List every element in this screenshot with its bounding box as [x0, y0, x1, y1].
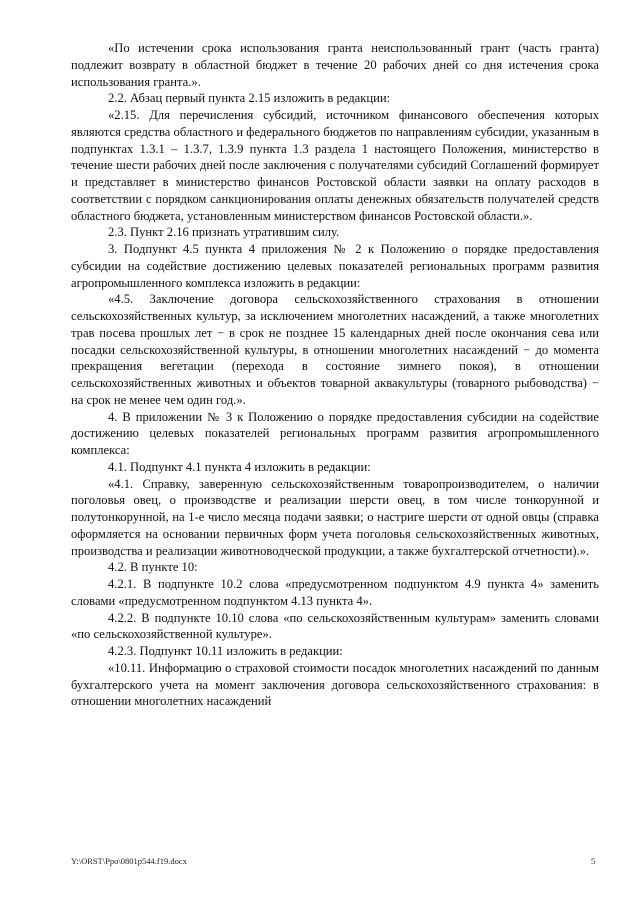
paragraph: 4.2.3. Подпункт 10.11 изложить в редакции:	[108, 644, 343, 658]
paragraph: «10.11. Информацию о страховой стоимости посадок многолетних насаждений по данным бухгалтерского учета на момент заключения договора сельскохозяйственного страхования: в отношении многолетних насаждений	[71, 660, 599, 709]
paragraph: 4.2.1. В подпункте 10.2 слова «предусмотренном подпунктом 4.9 пункта 4» заменить словами «предусмотренном подпунктом 4.13 пункта 4».	[71, 577, 599, 608]
paragraph: 4.2.2. В подпункте 10.10 слова «по сельскохозяйственным культурам» заменить словами «по сельскохозяйственной культуре».	[71, 610, 599, 642]
footer-page-number: 5	[591, 856, 596, 866]
paragraph: 4.2. В пункте 10:	[108, 560, 198, 575]
footer-file-path: Y:\ORST\Ppo\0801p544.f19.docx	[71, 856, 187, 866]
paragraph: 4. В приложении № 3 к Положению о порядке предоставления субсидии на содействие достижению целевых показателей региональных программ развития агропромышленного комплекса:	[71, 409, 599, 457]
paragraph: «2.15. Для перечисления субсидий, источником финансового обеспечения которых являются средства областного и федерального бюджетов по направлениям субсидии, указанным в подпунктах 1.3.1 – 1.3.7, 1.3.9 пункта 1.3 раздела 1 настоящего Положения, министерство в течение шести рабочих дней после заключения с получателями субсидий Соглашений формирует и представляет в министерство финансов Ростовской области заявки на оплату расходов в соответствии с порядком санкционирования оплаты денежных обязательств получателей средств областного бюджета, установленным министерством финансов Ростовской области.».	[71, 108, 599, 223]
paragraph: «4.1. Справку, заверенную сельскохозяйственным товаропроизводителем, о наличии поголовья овец, о производстве и реализации шерсти овец, в том числе тонкорунной и полутонкорунной, на 1-е число месяца подачи заявки; о настриге шерсти от одной овцы (справка оформляется на основании первичных форм учета поголовья сельскохозяйственных животных, производства и реализации животноводческой продукции, а также бухгалтерской отчетности).».	[71, 476, 599, 558]
paragraph: «4.5. Заключение договора сельскохозяйственного страхования в отношении сельскохозяйственных культур, за исключением многолетних насаждений, а также многолетних трав посева прошлых лет − в срок не позднее 15 календарных дней после окончания сева или посадки сельскохозяйственной культуры, в отношении многолетних насаждений − до момента прекращения вегетации (перехода в состояние зимнего покоя), в отношении сельскохозяйственных животных и объектов товарной аквакультуры (товарного рыбоводства) − на срок не менее чем один год.».	[71, 292, 599, 407]
paragraph: «По истечении срока использования гранта неиспользованный грант (часть гранта) подлежит возврату в областной бюджет в течение 20 рабочих дней со дня истечения срока использования гранта.».	[71, 41, 599, 89]
paragraph: 2.2. Абзац первый пункта 2.15 изложить в редакции:	[108, 91, 391, 106]
paragraph: 4.1. Подпункт 4.1 пункта 4 изложить в редакции:	[108, 459, 371, 474]
paragraph: 2.3. Пункт 2.16 признать утратившим силу.	[108, 225, 340, 240]
paragraph: 3. Подпункт 4.5 пункта 4 приложения № 2 к Положению о порядке предоставления субсидии на содействие достижению целевых показателей региональных программ развития агропромышленного комплекса изложить в редакции:	[71, 242, 599, 290]
document-body	[71, 40, 599, 710]
